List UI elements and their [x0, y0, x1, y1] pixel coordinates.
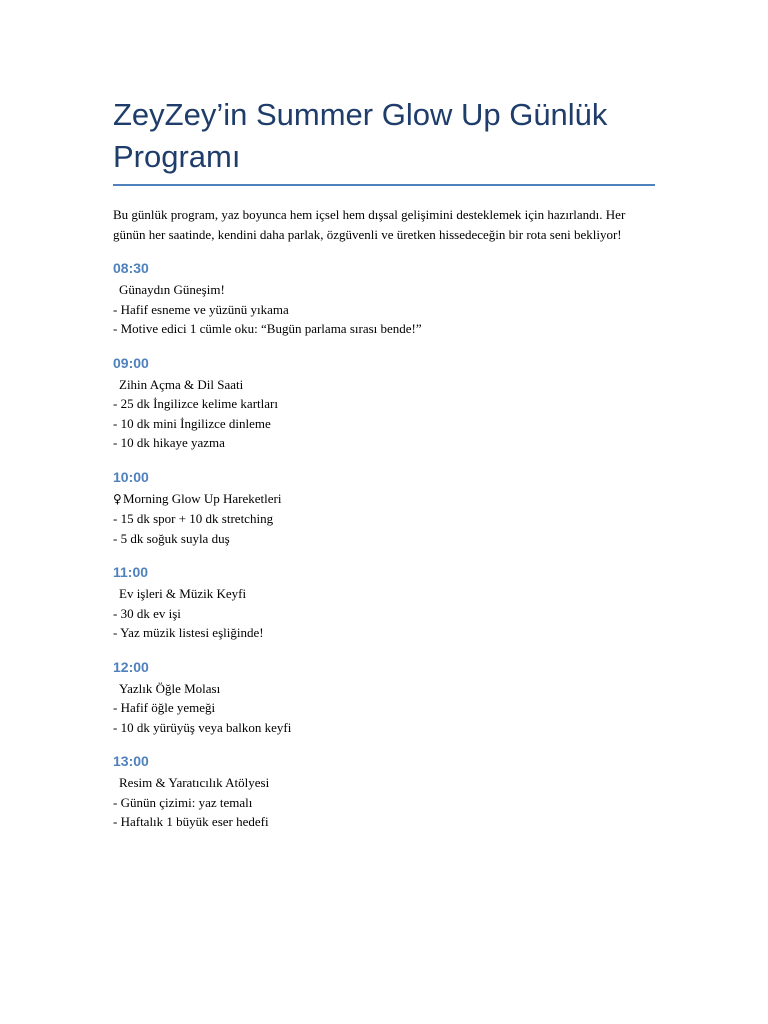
list-item: - 5 dk soğuk suyla duş	[113, 530, 230, 546]
list-item: - Haftalık 1 büyük eser hedefi	[113, 814, 269, 829]
list-item: - 30 dk ev işi	[113, 605, 181, 621]
list-item: - Günün çizimi: yaz temalı	[113, 794, 253, 810]
list-item: - Hafif esneme ve yüzünü yıkama	[113, 301, 289, 317]
activity-title	[113, 584, 655, 604]
page-title: ZeyZey’in Summer Glow Up Günlük Programı	[113, 97, 608, 174]
activity-title-text: Günaydın Güneşim!	[119, 282, 225, 297]
document-page	[113, 0, 655, 832]
activity-title-text: Morning Glow Up Hareketleri	[123, 490, 282, 506]
activity-title-text: Zihin Açma & Dil Saati	[119, 376, 244, 392]
activity-title	[113, 679, 655, 699]
time-heading: 08:30	[113, 260, 149, 276]
schedule-block-1100	[113, 562, 655, 643]
activity-title	[113, 489, 655, 510]
list-item: - 10 dk mini İngilizce dinleme	[113, 415, 271, 431]
time-heading: 11:00	[113, 564, 149, 580]
activity-title-text: Resim & Yaratıcılık Atölyesi	[119, 775, 270, 790]
schedule-block-1300	[113, 751, 655, 832]
activity-title	[113, 375, 655, 395]
schedule-block-1000	[113, 467, 655, 549]
intro-paragraph: Bu günlük program, yaz boyunca hem içsel hem dışsal gelişimini desteklemek için hazırlandı. Her günün her saatinde, kendini daha parlak, özgüvenli ve üretken hissedeceğin bir rota seni bekliyor!	[113, 207, 626, 242]
schedule-block-0830	[113, 258, 655, 339]
activity-title	[113, 773, 655, 793]
time-heading: 13:00	[113, 753, 149, 769]
schedule-block-1200	[113, 657, 655, 738]
list-item: - 10 dk yürüyüş veya balkon keyfi	[113, 719, 292, 735]
activity-title	[113, 280, 655, 300]
list-item: - Motive edici 1 cümle oku: “Bugün parlama sırası bende!”	[113, 321, 422, 336]
list-item: - 10 dk hikaye yazma	[113, 435, 225, 450]
list-item: - 25 dk İngilizce kelime kartları	[113, 396, 278, 411]
activity-title-text: Yazlık Öğle Molası	[119, 680, 221, 696]
list-item: - 15 dk spor + 10 dk stretching	[113, 511, 274, 526]
time-heading: 10:00	[113, 468, 149, 485]
time-heading: 12:00	[113, 658, 149, 675]
list-item: - Hafif öğle yemeği	[113, 700, 216, 715]
venus-symbol-icon: ♀	[113, 491, 122, 506]
time-heading: 09:00	[113, 354, 149, 371]
list-item: - Yaz müzik listesi eşliğinde!	[113, 625, 264, 640]
activity-title-text: Ev işleri & Müzik Keyfi	[119, 586, 247, 601]
schedule-block-0900	[113, 353, 655, 453]
title-divider	[113, 184, 655, 186]
